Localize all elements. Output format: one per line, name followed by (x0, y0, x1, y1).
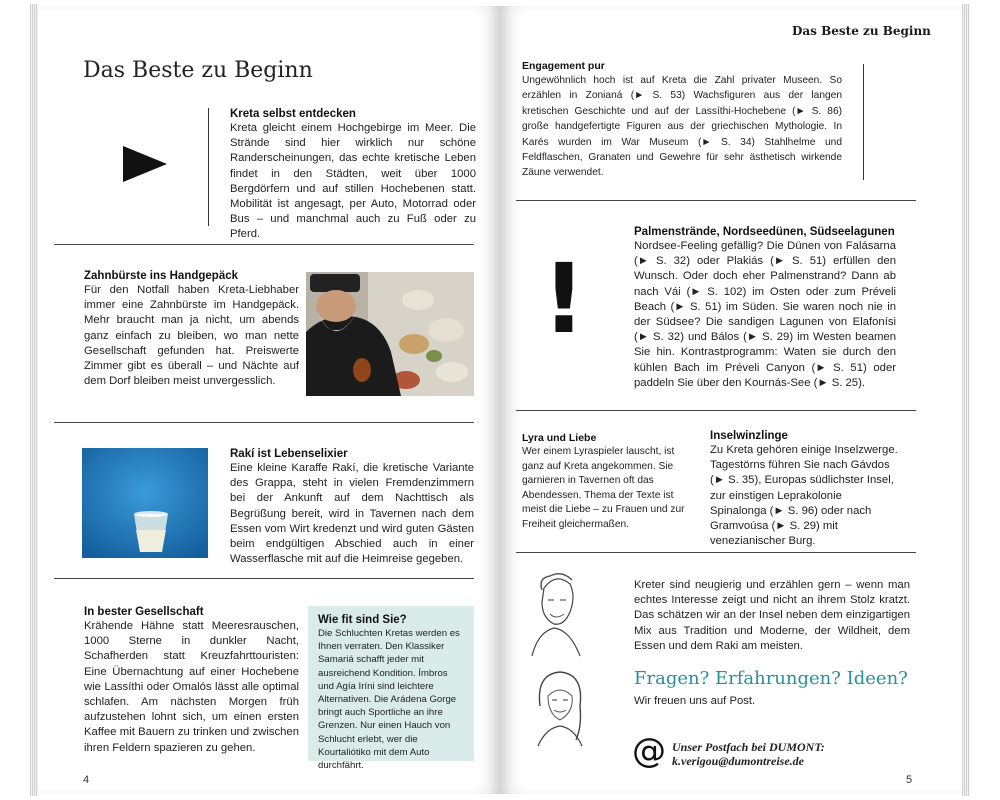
section-text: Eine kleine Karaffe Rakí, die kretische Variante des Grappa, steht in vielen Fremdenzimmern bei der Ankunft auf dem Nachttisch als Begrüßung bereit, wird in Tavernen nach dem Essen vom Wirt kredenzt und wird guten Gästen beim endgültigen Abschied auch in einer Wasserflasche mit auf die Heimreise gegeben. (230, 462, 474, 566)
at-icon: @ (632, 731, 666, 771)
divider (516, 410, 916, 411)
section-heading: Inselwinzlinge (710, 430, 788, 442)
page-number-left: 4 (83, 774, 90, 786)
section-text: Wer einem Lyraspieler lauscht, ist ganz auf Kreta angekommen. Sie garnieren in Tavernen oft das Abendessen. Thema der Texte ist meist die Liebe – zu Frauen und zur Freiheit gleichermaßen. (522, 446, 685, 530)
divider (54, 422, 474, 423)
authors-text: Kreter sind neugierig und erzählen gern – wenn man echtes Interesse zeigt und nicht an ihrem Stolz kratzt. Das schätzen wir an der Insel neben dem einzigartigen Mix aus Tradition und Moderne, der Wildheit, dem Essen und dem Raki am meisten. (634, 579, 910, 652)
contact-heading: Fragen? Erfahrungen? Ideen? (634, 668, 908, 689)
divider-vertical (863, 64, 864, 180)
divider (516, 200, 916, 201)
author-sketch-man (526, 568, 586, 658)
mail-line-1: Unser Postfach bei DUMONT: (672, 740, 825, 754)
section-zahnbuerste (84, 270, 299, 389)
divider (54, 244, 474, 245)
section-text: Nordsee-Feeling gefällig? Die Dünen von Falásarna (► S. 32) oder Plakiás (► S. 51) erfüllen den Wunsch. Oder doch eher Palmenstrand? Dann ab nach Vái (► S. 102) im Osten oder zum Préveli Beach (► S. 51) im Süden. Sie waren noch nie in der Südsee? Die sandigen Lagunen von Elafonísi (► S. 32) und Bálos (► S. 29) im Westen beamen Sie hin. Kontrastprogramm: Waten sie durch den kühlen Bach im Préveli Canyon (► S. 51) oder paddeln Sie über den Kournás-See (► S. 25). (634, 240, 896, 389)
divider (516, 552, 916, 553)
section-lyra (522, 432, 692, 533)
section-heading: Rakí ist Lebenselixier (230, 448, 348, 460)
running-head: Das Beste zu Beginn (792, 24, 931, 38)
info-box-fitness (308, 606, 474, 772)
section-heading: Palmenstrände, Nordseedünen, Südseelagunen (634, 226, 895, 238)
play-arrow-icon (123, 146, 167, 182)
page-title: Das Beste zu Beginn (83, 58, 313, 83)
divider-vertical (208, 108, 209, 226)
page-edges-left (30, 4, 38, 796)
right-page (500, 6, 962, 794)
section-inselwinzlinge (710, 430, 898, 549)
page-number-right: 5 (906, 774, 913, 786)
section-heading: Kreta selbst entdecken (230, 108, 356, 120)
photo-priest-table (306, 272, 474, 396)
contact-subline: Wir freuen uns auf Post. (634, 695, 756, 707)
divider (54, 578, 474, 579)
exclamation-icon: ! (542, 243, 586, 355)
section-raki (230, 448, 474, 567)
page-edges-right (962, 4, 970, 796)
authors-text-block (634, 578, 910, 654)
section-gesellschaft (84, 606, 299, 756)
section-text: Ungewöhnlich hoch ist auf Kreta die Zahl privater Museen. So erzählen in Zonianá (► S. 53) Wachsfiguren aus der langen kretischen Geschichte und auf der Lassíthi-Hochebene (► S. 86) große handgefertigte Figuren aus der griechischen Mythologie. In Karés wurden im War Museum (► S. 34) Stahlhelme und Feldflaschen, Granaten und Gewehre für sehr ästhetisch wirkende Zäune verwendet. (522, 75, 842, 179)
section-text: Kreta gleicht einem Hochgebirge im Meer. Die Strände sind hier wirklich nur schöne Randerscheinungen, das echte kretische Leben findet in den Städten, weit über 1000 Bergdörfern und auf stillen Hochebenen statt. Mobilität ist angesagt, per Auto, Motorrad oder Bus – und manchmal auch zu Fuß oder zu Pferd. (230, 122, 476, 241)
section-heading: Engagement pur (522, 60, 605, 72)
section-heading: Lyra und Liebe (522, 432, 597, 444)
section-text: Krähende Hähne statt Meeresrauschen, 1000 Sterne in dunkler Nacht, Schafherden statt Kreuzfahrttouristen: Eine Übernachtung auf einer Hochebene wie Lassíthi oder Omalós lässt alle optimal schlafen. Am nächsten Morgen früh aufzustehen lohnt sich, um einen ersten Kaffee mit Bauern zu trinken und zwischen ihren Feldern spazieren zu gehen. (84, 620, 299, 754)
section-kreta-entdecken (230, 108, 476, 243)
section-text: Für den Notfall haben Kreta-Liebhaber immer eine Zahnbürste im Handgepäck. Mehr braucht man ja nicht, um abends ganz einfach zu bleiben, wo man nette Gesellschaft gefunden hat. Preiswerte Zimmer gibt es überall – und Nächte auf dem Dorf bleiben meist unvergesslich. (84, 284, 299, 388)
author-sketch-woman (530, 666, 590, 748)
box-heading: Wie fit sind Sie? (318, 614, 407, 626)
section-heading: In bester Gesellschaft (84, 606, 204, 618)
left-page (38, 6, 500, 794)
box-text: Die Schluchten Kretas werden es Ihnen verraten. Den Klassiker Samariá schafft jeder mit ausreichend Kondition. Ímbros und Agía Iríni sind leichtere Alternativen. Die Arádena Gorge bringt auch Sportliche an ihre Grenzen. Nur einen Hauch von Schlucht erlebt, wer die Kourtaliótiko mit dem Auto durchfährt. (318, 628, 460, 772)
mail-address-link[interactable]: k.verigou@dumontreise.de (672, 754, 804, 768)
photo-raki-glass (82, 448, 208, 558)
section-engagement (522, 60, 842, 181)
section-text: Zu Kreta gehören einige Inselzwerge. Tagestörns führen Sie nach Gávdos (► S. 35), Europas südlichster Insel, zur einstigen Leprakolonie Spinalonga (► S. 96) oder nach Gramvoúsa (► S. 29) mit venezianischer Burg. (710, 444, 898, 548)
section-straende (634, 226, 896, 391)
section-heading: Zahnbürste ins Handgepäck (84, 270, 239, 282)
